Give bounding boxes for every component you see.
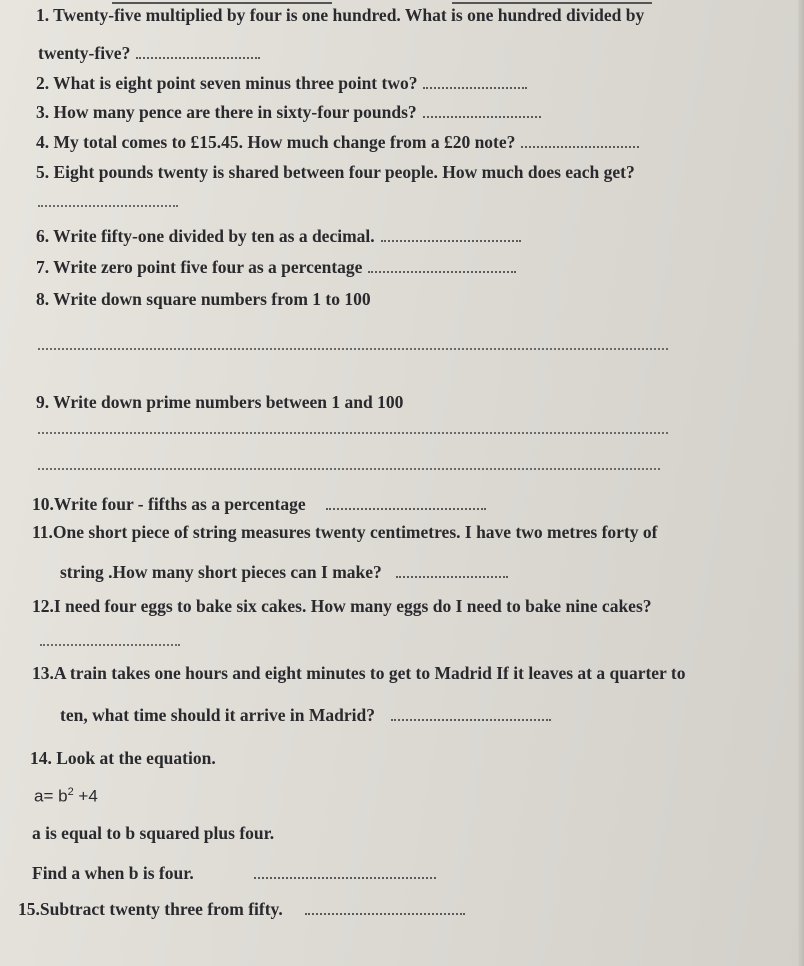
question-10-text: 10.Write four - fifths as a percentage (32, 494, 306, 514)
question-7 (36, 256, 516, 278)
question-14-equation (34, 786, 98, 807)
answer-line-2[interactable] (423, 73, 527, 89)
question-8: 8. Write down square numbers from 1 to 100 (36, 289, 371, 309)
question-13-line-1: 13.A train takes one hours and eight minutes to get to Madrid If it leaves at a quarter to (32, 663, 686, 683)
answer-line-11[interactable] (396, 562, 508, 578)
answer-line-3[interactable] (423, 102, 541, 118)
question-11-line-2 (60, 561, 508, 583)
question-14-text: Find a when b is four. (32, 863, 194, 883)
question-6-text: 6. Write fifty-one divided by ten as a decimal. (36, 226, 375, 246)
answer-line-10[interactable] (326, 494, 486, 510)
answer-line-6[interactable] (381, 226, 521, 242)
question-1-line-1: 1. Twenty-five multiplied by four is one hundred. What is one hundred divided by (36, 5, 645, 25)
question-11-line-1: 11.One short piece of string measures twenty centimetres. I have two metres forty of (32, 522, 658, 542)
answer-line-14[interactable] (254, 863, 436, 879)
question-1-text: twenty-five? (38, 43, 131, 63)
answer-line-5[interactable] (38, 205, 178, 207)
question-6 (36, 225, 521, 247)
question-4-text: 4. My total comes to £15.45. How much change from a £20 note? (36, 132, 516, 152)
question-2-text: 2. What is eight point seven minus three point two? (36, 73, 418, 93)
answer-line-9a[interactable] (38, 432, 668, 434)
question-15 (18, 898, 465, 920)
answer-line-7[interactable] (368, 257, 516, 273)
answer-line-13[interactable] (391, 705, 551, 721)
question-1-line-2 (38, 42, 260, 64)
answer-line-4[interactable] (521, 132, 639, 148)
question-13-line-2 (60, 704, 551, 726)
page-edge-shadow (798, 0, 804, 966)
question-9: 9. Write down prime numbers between 1 and 100 (36, 392, 404, 412)
question-4 (36, 131, 639, 153)
question-14-explanation: a is equal to b squared plus four. (32, 823, 275, 843)
question-13-text: ten, what time should it arrive in Madrid? (60, 705, 375, 725)
question-10 (32, 493, 486, 515)
question-14-prompt (32, 862, 436, 884)
question-3-text: 3. How many pence are there in sixty-four pounds? (36, 102, 417, 122)
question-3 (36, 101, 541, 123)
question-11-text: string .How many short pieces can I make? (60, 562, 382, 582)
question-12: 12.I need four eggs to bake six cakes. How many eggs do I need to bake nine cakes? (32, 596, 652, 616)
equation-exponent: 2 (67, 786, 74, 798)
answer-line-8[interactable] (38, 348, 668, 350)
answer-line-1[interactable] (136, 43, 260, 59)
answer-line-15[interactable] (305, 899, 465, 915)
question-5: 5. Eight pounds twenty is shared between four people. How much does each get? (36, 162, 635, 182)
question-14: 14. Look at the equation. (30, 748, 216, 768)
question-7-text: 7. Write zero point five four as a percentage (36, 257, 363, 277)
answer-line-12[interactable] (40, 644, 180, 646)
question-15-text: 15.Subtract twenty three from fifty. (18, 899, 283, 919)
question-2 (36, 72, 527, 94)
equation-right: +4 (73, 786, 98, 806)
equation-left: a= b (34, 786, 68, 806)
answer-line-9b[interactable] (38, 468, 660, 470)
